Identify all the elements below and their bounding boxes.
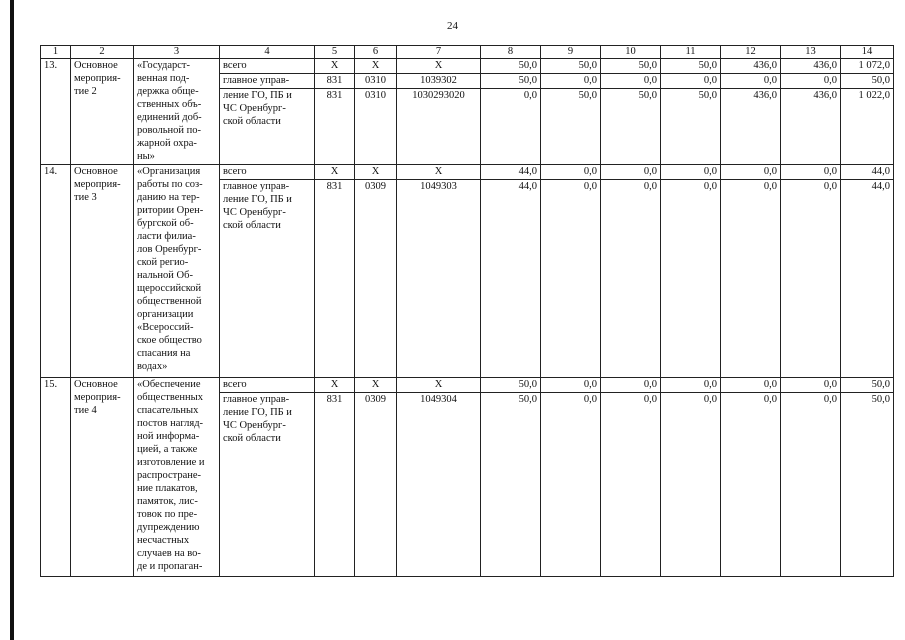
csr-cell: Х [397, 378, 481, 393]
rzpr-cell: Х [355, 59, 397, 74]
grbs-cell: 831 [315, 180, 355, 378]
value-cell: 44,0 [481, 165, 541, 180]
value-cell: 0,0 [781, 393, 841, 577]
executor-cell: главное управ- [220, 74, 315, 89]
column-header: 1 [41, 46, 71, 59]
entry-type: Основное мероприя- тие 3 [71, 165, 134, 378]
value-cell: 44,0 [481, 180, 541, 378]
value-cell: 436,0 [781, 89, 841, 165]
value-cell: 50,0 [481, 74, 541, 89]
value-cell: 0,0 [781, 180, 841, 378]
entry-number: 13. [41, 59, 71, 165]
value-cell: 436,0 [781, 59, 841, 74]
value-cell: 44,0 [841, 165, 894, 180]
rzpr-cell: 0309 [355, 393, 397, 577]
column-header: 10 [601, 46, 661, 59]
value-cell: 50,0 [481, 59, 541, 74]
column-header: 2 [71, 46, 134, 59]
value-cell: 0,0 [541, 393, 601, 577]
value-cell: 0,0 [541, 180, 601, 378]
grbs-cell: Х [315, 59, 355, 74]
table-row [41, 59, 894, 74]
rzpr-cell: 0310 [355, 74, 397, 89]
csr-cell: 1049303 [397, 180, 481, 378]
value-cell: 50,0 [481, 378, 541, 393]
value-cell: 0,0 [661, 180, 721, 378]
value-cell: 0,0 [781, 165, 841, 180]
value-cell: 436,0 [721, 89, 781, 165]
entry-title: «Обеспечение общественных спасательных постов нагляд- ной информа- цией, а также изготовление и распростране- ние плакатов, памяток, лис- товок по пре- дупреждению несчастных случаев на во- де и пропаган- [134, 378, 220, 577]
value-cell: 0,0 [721, 165, 781, 180]
value-cell: 50,0 [661, 89, 721, 165]
entry-title: «Государст- венная под- держка обще- ственных объ- единений доб- ровольной по- жарной охра- ны» [134, 59, 220, 165]
value-cell: 50,0 [541, 89, 601, 165]
column-header: 4 [220, 46, 315, 59]
value-cell: 50,0 [541, 59, 601, 74]
csr-cell: 1039302 [397, 74, 481, 89]
value-cell: 50,0 [841, 378, 894, 393]
column-number-row [41, 46, 894, 59]
csr-cell: Х [397, 59, 481, 74]
grbs-cell: Х [315, 165, 355, 180]
csr-cell: 1049304 [397, 393, 481, 577]
grbs-cell: 831 [315, 89, 355, 165]
value-cell: 1 072,0 [841, 59, 894, 74]
table-row [41, 165, 894, 180]
rzpr-cell: 0310 [355, 89, 397, 165]
value-cell: 0,0 [601, 74, 661, 89]
value-cell: 50,0 [841, 393, 894, 577]
column-header: 8 [481, 46, 541, 59]
csr-cell: 1030293020 [397, 89, 481, 165]
column-header: 7 [397, 46, 481, 59]
value-cell: 0,0 [721, 393, 781, 577]
binding-margin-line [10, 0, 14, 640]
value-cell: 0,0 [781, 378, 841, 393]
value-cell: 0,0 [721, 74, 781, 89]
column-header: 6 [355, 46, 397, 59]
value-cell: 50,0 [601, 89, 661, 165]
executor-cell: главное управ- ление ГО, ПБ и ЧС Оренбург- ской области [220, 180, 315, 378]
column-header: 12 [721, 46, 781, 59]
executor-cell: всего [220, 59, 315, 74]
value-cell: 0,0 [661, 165, 721, 180]
table-row [41, 378, 894, 393]
entry-type: Основное мероприя- тие 4 [71, 378, 134, 577]
entry-number: 15. [41, 378, 71, 577]
entry-type: Основное мероприя- тие 2 [71, 59, 134, 165]
budget-table [40, 45, 894, 577]
rzpr-cell: Х [355, 378, 397, 393]
value-cell: 0,0 [481, 89, 541, 165]
grbs-cell: Х [315, 378, 355, 393]
value-cell: 0,0 [541, 165, 601, 180]
column-header: 13 [781, 46, 841, 59]
value-cell: 436,0 [721, 59, 781, 74]
value-cell: 0,0 [661, 74, 721, 89]
entry-number: 14. [41, 165, 71, 378]
value-cell: 0,0 [721, 180, 781, 378]
column-header: 11 [661, 46, 721, 59]
value-cell: 0,0 [601, 378, 661, 393]
value-cell: 50,0 [601, 59, 661, 74]
value-cell: 50,0 [481, 393, 541, 577]
executor-cell: всего [220, 378, 315, 393]
value-cell: 0,0 [661, 378, 721, 393]
value-cell: 50,0 [661, 59, 721, 74]
entry-title: «Организация работы по соз- данию на тер- ритории Орен- бургской об- ласти филиа- лов Оренбург- ской регио- нальной Об- щероссийской общественной организации «Всероссий- ское общество спасания на водах» [134, 165, 220, 378]
value-cell: 50,0 [841, 74, 894, 89]
column-header: 3 [134, 46, 220, 59]
executor-cell: главное управ- ление ГО, ПБ и ЧС Оренбург- ской области [220, 393, 315, 577]
executor-cell: всего [220, 165, 315, 180]
value-cell: 0,0 [601, 393, 661, 577]
value-cell: 0,0 [541, 74, 601, 89]
column-header: 9 [541, 46, 601, 59]
value-cell: 0,0 [601, 165, 661, 180]
page-number: 24 [447, 20, 458, 32]
column-header: 5 [315, 46, 355, 59]
executor-cell: ление ГО, ПБ и ЧС Оренбург- ской области [220, 89, 315, 165]
value-cell: 0,0 [721, 378, 781, 393]
value-cell: 0,0 [661, 393, 721, 577]
rzpr-cell: Х [355, 165, 397, 180]
value-cell: 44,0 [841, 180, 894, 378]
grbs-cell: 831 [315, 393, 355, 577]
value-cell: 1 022,0 [841, 89, 894, 165]
value-cell: 0,0 [541, 378, 601, 393]
grbs-cell: 831 [315, 74, 355, 89]
rzpr-cell: 0309 [355, 180, 397, 378]
csr-cell: Х [397, 165, 481, 180]
value-cell: 0,0 [781, 74, 841, 89]
value-cell: 0,0 [601, 180, 661, 378]
column-header: 14 [841, 46, 894, 59]
